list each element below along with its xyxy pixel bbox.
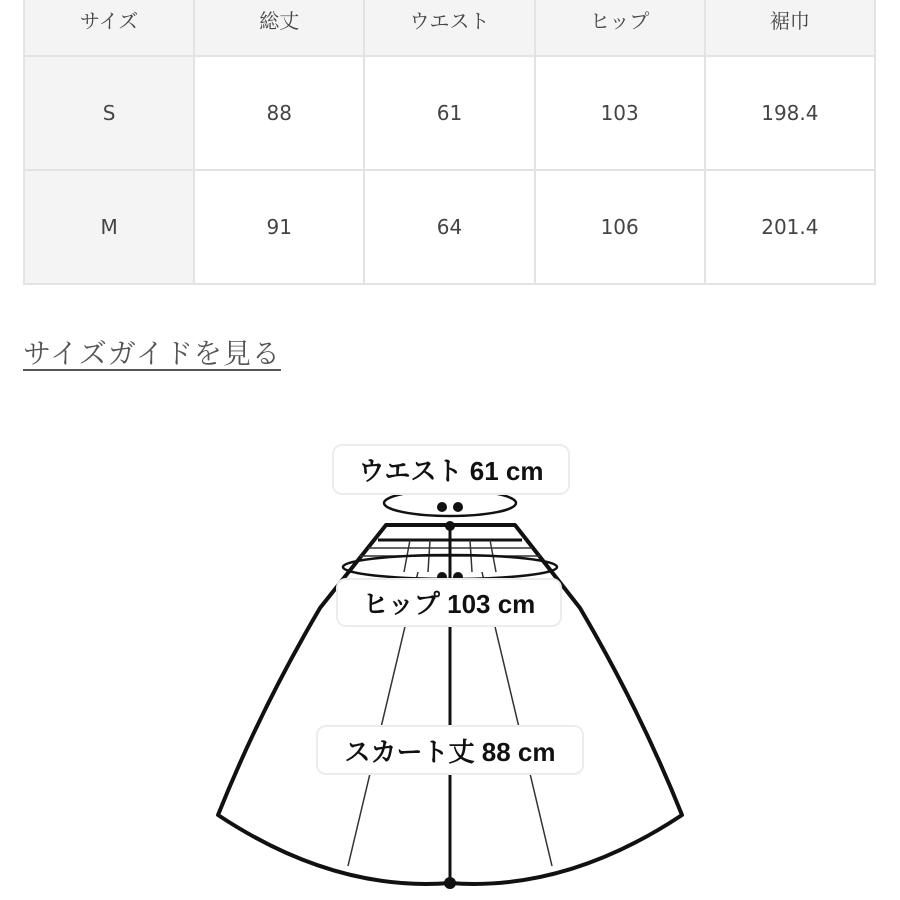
length-dot-top [445,521,455,531]
cell-hip: 106 [535,170,705,284]
skirt-measurement-diagram [0,380,900,900]
cell-size: M [24,170,194,284]
table-row [24,170,875,284]
size-table [23,0,876,285]
cell-waist: 64 [364,170,534,284]
cell-length: 88 [194,56,364,170]
hip-label: ヒップ 103 cm [336,578,562,627]
cell-hem-width: 201.4 [705,170,875,284]
header-size: サイズ [24,0,194,56]
waist-dot-left [437,502,447,512]
waist-label: ウエスト 61 cm [332,444,570,495]
header-waist: ウエスト [364,0,534,56]
waist-dot-right [453,502,463,512]
header-length: 総丈 [194,0,364,56]
header-hem-width: 裾巾 [705,0,875,56]
length-label: スカート丈 88 cm [316,725,584,775]
length-dot-bottom [444,877,456,889]
cell-hem-width: 198.4 [705,56,875,170]
header-hip: ヒップ [535,0,705,56]
cell-size: S [24,56,194,170]
cell-length: 91 [194,170,364,284]
table-row [24,56,875,170]
cell-hip: 103 [535,56,705,170]
table-header-row [24,0,875,56]
size-guide-link[interactable]: サイズガイドを見る [23,337,281,370]
cell-waist: 61 [364,56,534,170]
